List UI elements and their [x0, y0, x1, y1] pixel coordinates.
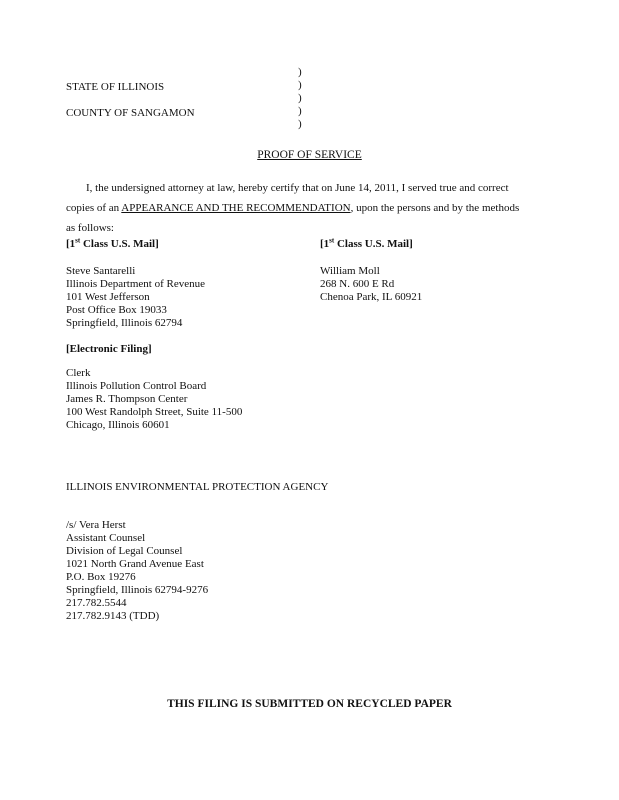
agency-name: ILLINOIS ENVIRONMENTAL PROTECTION AGENCY: [66, 481, 329, 493]
signature-line: 217.782.5544: [66, 597, 127, 609]
caption-state: STATE OF ILLINOIS: [66, 81, 165, 93]
address-line: Clerk: [66, 367, 91, 379]
caption-county: COUNTY OF SANGAMON: [66, 107, 195, 119]
certification-line-2a: copies of an: [66, 202, 122, 214]
signature-line: Assistant Counsel: [66, 532, 146, 544]
address-line: Chenoa Park, IL 60921: [320, 291, 423, 303]
recycled-paper-notice: THIS FILING IS SUBMITTED ON RECYCLED PAPER: [167, 698, 452, 710]
address-line: Springfield, Illinois 62794: [66, 317, 183, 329]
electronic-filing-header: [Electronic Filing]: [66, 343, 152, 355]
caption-paren: ): [298, 92, 302, 104]
certification-line-2b: , upon the persons and by the methods: [350, 202, 520, 214]
right-service-method: [320, 238, 413, 250]
caption-brackets: [298, 66, 304, 131]
caption-paren: ): [298, 118, 302, 130]
left-method-prefix: [1: [66, 238, 76, 250]
certification-line-1: I, the undersigned attorney at law, hereby certify that on June 14, 2011, I served true and correct: [86, 182, 509, 194]
caption-paren: ): [298, 66, 302, 78]
address-line: Post Office Box 19033: [66, 304, 167, 316]
signature-line: 217.782.9143 (TDD): [66, 610, 160, 622]
address-line: William Moll: [320, 265, 380, 277]
signature-line: Springfield, Illinois 62794-9276: [66, 584, 209, 596]
signature-line: /s/ Vera Herst: [66, 519, 126, 531]
right-service-address: [320, 265, 422, 304]
address-line: Illinois Department of Revenue: [66, 278, 205, 290]
address-line: Illinois Pollution Control Board: [66, 380, 207, 392]
served-documents: APPEARANCE AND THE RECOMMENDATION: [121, 202, 351, 214]
address-line: Chicago, Illinois 60601: [66, 419, 170, 431]
address-line: 100 West Randolph Street, Suite 11-500: [66, 406, 243, 418]
signature-line: P.O. Box 19276: [66, 571, 136, 583]
caption-paren: ): [298, 105, 302, 117]
caption-paren: ): [298, 79, 302, 91]
electronic-filing-address: [66, 367, 242, 432]
right-method-label: Class U.S. Mail]: [334, 238, 413, 250]
address-line: 101 West Jefferson: [66, 291, 150, 303]
signature-block: [66, 519, 208, 623]
left-method-label: Class U.S. Mail]: [80, 238, 159, 250]
address-line: Steve Santarelli: [66, 265, 136, 277]
address-line: James R. Thompson Center: [66, 393, 188, 405]
certification-paragraph: [66, 178, 556, 238]
left-service-method: [66, 238, 159, 250]
left-method-sup: st: [75, 236, 81, 245]
left-service-address: [66, 265, 205, 330]
signature-line: Division of Legal Counsel: [66, 545, 183, 557]
certification-line-3: as follows:: [66, 222, 114, 234]
signature-line: 1021 North Grand Avenue East: [66, 558, 204, 570]
right-method-sup: st: [329, 236, 335, 245]
right-method-prefix: [1: [320, 238, 330, 250]
document-title: PROOF OF SERVICE: [257, 149, 362, 161]
address-line: 268 N. 600 E Rd: [320, 278, 395, 290]
